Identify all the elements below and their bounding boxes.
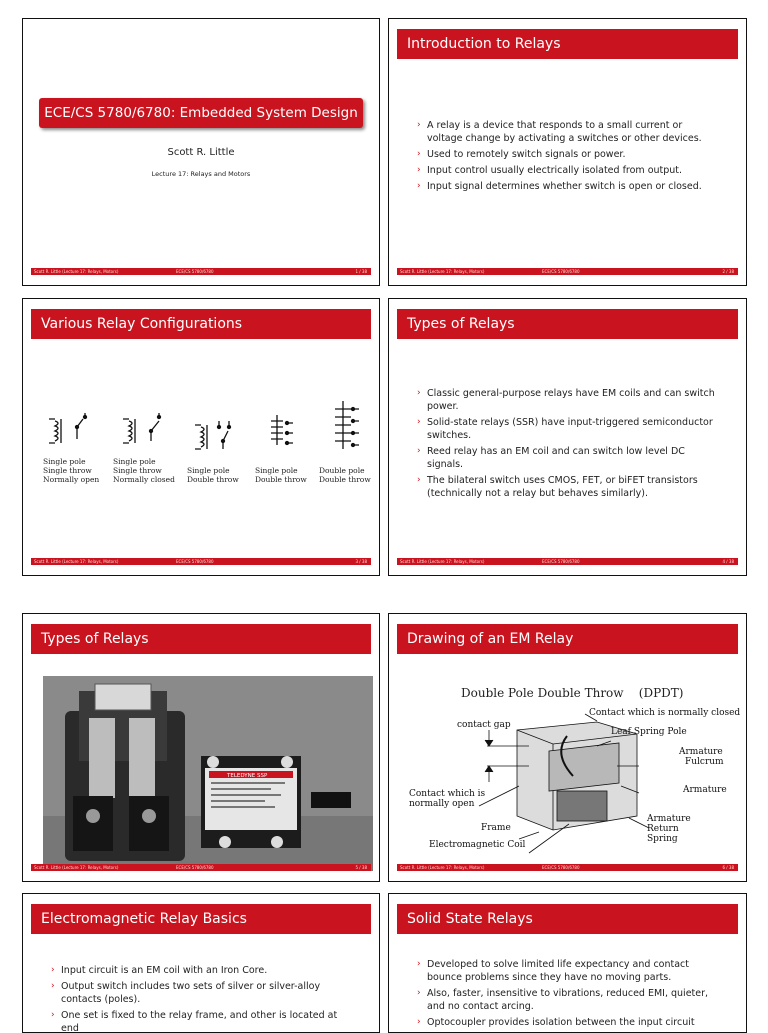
bullet-item: › Developed to solve limited life expectancy and contact bounce problems since they have no moving parts. bbox=[415, 958, 720, 984]
slide-title: Types of Relays bbox=[31, 624, 371, 654]
config-caption: Double pole Double throw bbox=[319, 466, 371, 484]
diagram-label: Armature bbox=[647, 814, 691, 824]
ssr-photo bbox=[201, 756, 301, 848]
slide-title: ECE/CS 5780/6780: Embedded System Design bbox=[44, 105, 358, 121]
em-relay-photo bbox=[65, 684, 185, 861]
footer-author: Scott R. Little (Lecture 17: Relays, Motors) bbox=[34, 559, 119, 564]
switch-symbol bbox=[218, 421, 231, 449]
bullet-item: › Solid-state relays (SSR) have input-triggered semiconductor switches. bbox=[415, 416, 720, 442]
config-caption: Single pole Double throw bbox=[255, 466, 307, 484]
switch-symbol bbox=[76, 413, 87, 439]
coil-symbol bbox=[49, 419, 61, 443]
slide-title: Electromagnetic Relay Basics bbox=[31, 904, 371, 934]
footer-course: ECE/CS 5780/6780 bbox=[542, 559, 580, 564]
footer-course: ECE/CS 5780/6780 bbox=[176, 269, 214, 274]
diagram-label: Armature bbox=[683, 785, 727, 795]
slide-3 bbox=[22, 298, 380, 576]
config-caption: Single pole Single throw Normally open bbox=[43, 457, 100, 484]
bullet-list bbox=[415, 958, 720, 1032]
slide-8 bbox=[388, 893, 747, 1033]
diagram-label: Electromagnetic Coil bbox=[429, 840, 526, 850]
footer-course: ECE/CS 5780/6780 bbox=[542, 269, 580, 274]
bullet-list bbox=[415, 387, 720, 503]
coil-symbol bbox=[123, 419, 135, 443]
footer-course: ECE/CS 5780/6780 bbox=[542, 865, 580, 870]
diagram-label: Spring bbox=[647, 834, 678, 844]
switch-symbol bbox=[352, 408, 360, 447]
footer-page: 6 / 38 bbox=[722, 865, 734, 870]
footer-author: Scott R. Little (Lecture 17: Relays, Motors) bbox=[34, 865, 119, 870]
bullet-item: › Used to remotely switch signals or power. bbox=[415, 148, 720, 161]
bullet-item: › Input circuit is an EM coil with an Iron Core. bbox=[49, 964, 353, 977]
bullet-item: › Also, faster, insensitive to vibrations, reduced EMI, quieter, and no contact arcing. bbox=[415, 987, 720, 1013]
footer-author: Scott R. Little (Lecture 17: Relays, Motors) bbox=[34, 269, 119, 274]
diagram-label: Frame bbox=[481, 823, 511, 833]
slide-title: Solid State Relays bbox=[397, 904, 738, 934]
slide-footer bbox=[31, 558, 371, 565]
diagram-label: Leaf Spring Pole bbox=[611, 727, 687, 737]
footer-page: 3 / 38 bbox=[355, 559, 367, 564]
footer-course: ECE/CS 5780/6780 bbox=[176, 559, 214, 564]
slide-6 bbox=[388, 613, 747, 882]
slide-footer bbox=[397, 864, 738, 871]
config-caption: Single pole Single throw Normally closed bbox=[113, 457, 175, 484]
reed-relay-photo bbox=[311, 792, 351, 808]
author-name: Scott R. Little bbox=[167, 147, 235, 158]
slide-title-box bbox=[39, 98, 363, 128]
slide-footer bbox=[31, 864, 371, 871]
bullet-list bbox=[49, 964, 353, 1033]
footer-page: 2 / 38 bbox=[722, 269, 734, 274]
bullet-item: › The bilateral switch uses CMOS, FET, or biFET transistors (technically not a relay but behaves similarly). bbox=[415, 474, 720, 500]
slide-footer bbox=[397, 558, 738, 565]
diagram-label: normally open bbox=[409, 799, 475, 809]
slide-4 bbox=[388, 298, 747, 576]
bullet-item: › Classic general-purpose relays have EM coils and can switch power. bbox=[415, 387, 720, 413]
bullet-item: › Reed relay has an EM coil and can switch low level DC signals. bbox=[415, 445, 720, 471]
slide-2 bbox=[388, 18, 747, 286]
coil-symbol bbox=[271, 415, 283, 445]
diagram-label: Contact which is bbox=[409, 789, 486, 799]
coil-symbol bbox=[335, 401, 351, 449]
lecture-subtitle: Lecture 17: Relays and Motors bbox=[151, 170, 251, 178]
footer-course: ECE/CS 5780/6780 bbox=[176, 865, 214, 870]
coil-symbol bbox=[195, 425, 207, 449]
slide-1 bbox=[22, 18, 380, 286]
bullet-item: › Output switch includes two sets of silver or silver-alloy contacts (poles). bbox=[49, 980, 353, 1006]
slide-footer bbox=[31, 268, 371, 275]
slide-title: Drawing of an EM Relay bbox=[397, 624, 738, 654]
diagram-heading: Double Pole Double Throw (DPDT) bbox=[461, 686, 684, 700]
footer-page: 1 / 38 bbox=[355, 269, 367, 274]
switch-symbol bbox=[150, 413, 161, 441]
footer-author: Scott R. Little (Lecture 17: Relays, Motors) bbox=[400, 269, 485, 274]
footer-author: Scott R. Little (Lecture 17: Relays, Motors) bbox=[400, 865, 485, 870]
bullet-item: › Optocoupler provides isolation between the input circuit bbox=[415, 1016, 720, 1029]
diagram-label: Return bbox=[647, 824, 679, 834]
bullet-item: › One set is fixed to the relay frame, and other is located at end bbox=[49, 1009, 353, 1033]
config-caption: Single pole Double throw bbox=[187, 466, 239, 484]
slide-5 bbox=[22, 613, 380, 882]
slide-title: Types of Relays bbox=[397, 309, 738, 339]
diagram-label: Contact which is normally closed bbox=[589, 708, 741, 718]
footer-page: 4 / 38 bbox=[722, 559, 734, 564]
slide-footer bbox=[397, 268, 738, 275]
diagram-label: Armature bbox=[679, 747, 723, 757]
diagram-label: Fulcrum bbox=[685, 757, 724, 767]
relays-photo bbox=[43, 676, 373, 871]
diagram-label: contact gap bbox=[457, 720, 511, 730]
slide-7 bbox=[22, 893, 380, 1033]
footer-author: Scott R. Little (Lecture 17: Relays, Motors) bbox=[400, 559, 485, 564]
footer-page: 5 / 38 bbox=[355, 865, 367, 870]
bullet-item: › A relay is a device that responds to a small current or voltage change by activating a switches or other devices. bbox=[415, 119, 720, 145]
bullet-item: › Input control usually electrically isolated from output. bbox=[415, 164, 720, 177]
ssr-brand: TELEDYNE SSP bbox=[227, 773, 268, 779]
bullet-item: › Input signal determines whether switch is open or closed. bbox=[415, 180, 720, 193]
slide-title: Introduction to Relays bbox=[397, 29, 738, 59]
switch-symbol bbox=[286, 422, 294, 445]
bullet-list bbox=[415, 119, 720, 196]
slide-title: Various Relay Configurations bbox=[31, 309, 371, 339]
